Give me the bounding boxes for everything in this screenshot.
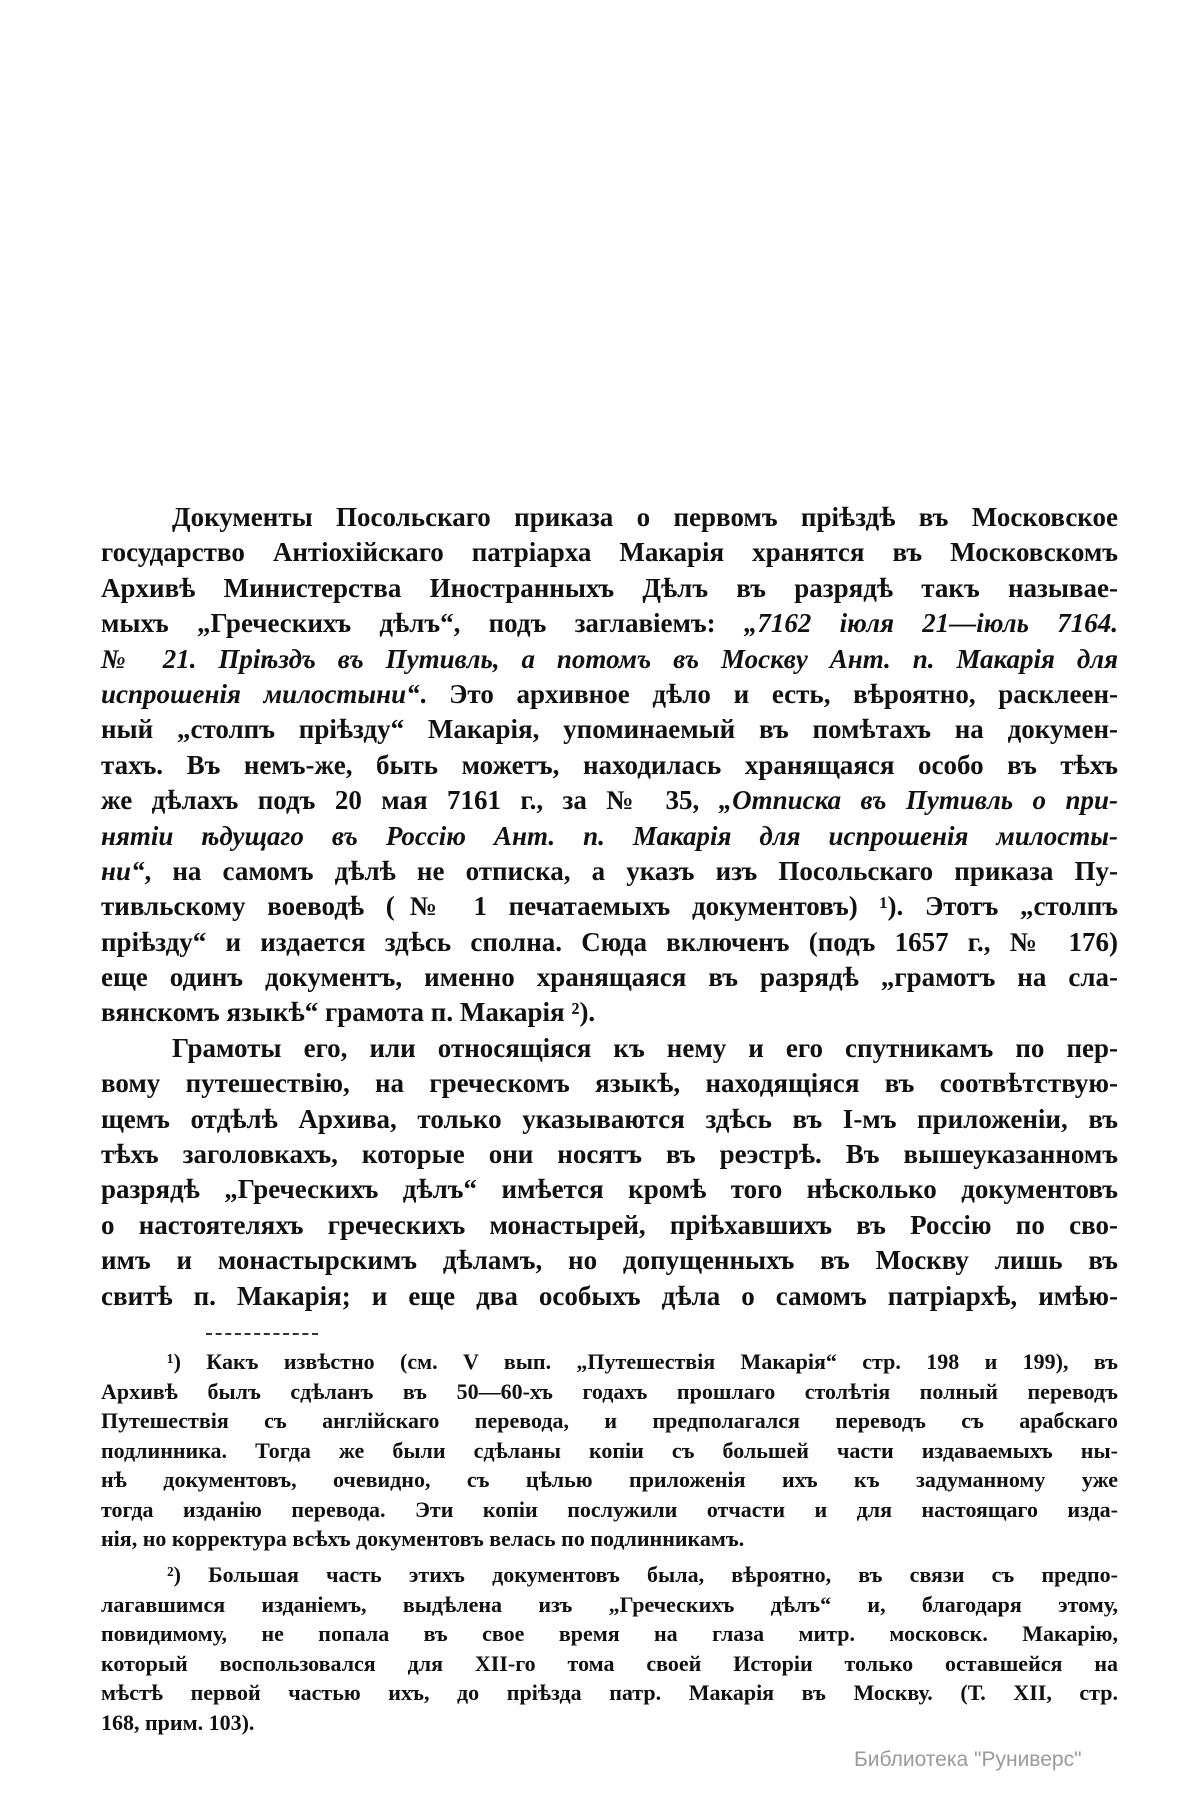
- text-line: [101, 1243, 1118, 1278]
- italic-citation: „7162 iюля 21—iюль 7164.: [743, 608, 1118, 639]
- text-line: [101, 571, 1118, 606]
- italic-citation: ни“: [101, 855, 145, 886]
- text-line: [101, 960, 1118, 995]
- text-segment: ¹) Какъ извѣстно (см. V вып. „Путешествiя Макарiя“ стр. 198 и 199), въ: [167, 1349, 1118, 1374]
- text-line: [101, 535, 1118, 570]
- text-segment: , на самомъ дѣлѣ не отписка, а указъ изъ Посольскаго приказа Пу-: [144, 855, 1118, 886]
- main-text: [101, 500, 1118, 1314]
- text-segment: Архивѣ былъ сдѣланъ въ 50—60-хъ годахъ прошлаго столѣтiя полный переводъ: [101, 1378, 1118, 1404]
- text-line: [101, 1208, 1118, 1243]
- text-segment: ный „столпъ прiѣзду“ Макарiя, упоминаемый въ помѣтахъ на докумен-: [101, 714, 1118, 745]
- text-segment: Грамоты его, или относящiяся къ нему и его спутникамъ по пер-: [172, 1032, 1118, 1063]
- footnote: [101, 1560, 1118, 1737]
- text-segment: лагавшимся изданiемъ, выдѣлена изъ „Греческихъ дѣлъ“ и, благодаря этому,: [101, 1591, 1118, 1617]
- text-segment: мыхъ „Греческихъ дѣлъ“, подъ заглавiемъ:: [101, 608, 744, 639]
- text-line: [101, 1406, 1118, 1436]
- footnotes: [101, 1347, 1118, 1737]
- text-line: [101, 606, 1118, 641]
- text-line: [101, 1619, 1118, 1649]
- text-segment: нiя, но корректура всѣхъ документовъ велась по подлинникамъ.: [101, 1526, 745, 1551]
- text-segment: нѣ документовъ, очевидно, съ цѣлью приложенiя ихъ къ задуманному уже: [101, 1467, 1118, 1492]
- text-segment: прiѣзду“ и издается здѣсь сполна. Сюда включенъ (подъ 1657 г., № 176): [101, 926, 1118, 957]
- library-watermark: Библиотека "Руниверс": [854, 1748, 1082, 1771]
- italic-citation: № 21. Прiѣздъ въ Путивль, а потомъ въ Москву Ант. п. Макарiя для: [101, 643, 1118, 674]
- text-segment: Архивѣ Министерства Иностранныхъ Дѣлъ въ разрядѣ такъ называе-: [101, 572, 1118, 603]
- text-segment: тивльскому воеводѣ (№ 1 печатаемыхъ документовъ) ¹). Этотъ „столпъ: [101, 891, 1118, 922]
- italic-citation: „Отписка въ Путивль о при-: [718, 785, 1118, 816]
- text-line: [101, 1279, 1118, 1314]
- text-segment: свитѣ п. Макарiя; и еще два особыхъ дѣла о самомъ патрiархѣ, имѣю-: [101, 1280, 1118, 1311]
- text-segment: тахъ. Въ немъ-же, быть можетъ, находилась хранящаяся особо въ тѣхъ: [101, 749, 1118, 780]
- text-segment: тогда изданiю перевода. Эти копiи послужили отчасти и для настоящаго изда-: [101, 1496, 1118, 1522]
- text-line: [101, 677, 1118, 712]
- text-segment: Путешествiя съ англiйскаго перевода, и предполагался переводъ съ арабскаго: [101, 1408, 1118, 1433]
- text-segment: вянскомъ языкѣ“ грамота п. Макарiя ²).: [101, 997, 596, 1028]
- footnote-divider: [206, 1333, 318, 1335]
- paragraph: [101, 1031, 1118, 1314]
- text-line: [101, 1524, 1118, 1554]
- text-line: [101, 1436, 1118, 1466]
- text-segment: повидимому, не попала въ свое время на глаза митр. московск. Макарiю,: [101, 1621, 1118, 1646]
- text-segment: щемъ отдѣлѣ Архива, только указываются здѣсь въ I-мъ приложенiи, въ: [101, 1103, 1118, 1134]
- text-segment: же дѣлахъ подъ 20 мая 7161 г., за № 35,: [101, 785, 719, 816]
- text-segment: мѣстѣ первой частью ихъ, до прiѣзда патр. Макарiя въ Москву. (Т. XII, стр.: [101, 1680, 1118, 1705]
- footnote: [101, 1347, 1118, 1554]
- text-segment: который воспользовался для XII-го тома своей Исторiи только оставшейся на: [101, 1650, 1118, 1676]
- text-line: [101, 783, 1118, 818]
- text-line: [101, 1347, 1118, 1377]
- text-line: [101, 1560, 1118, 1590]
- text-segment: имъ и монастырскимъ дѣламъ, но допущенныхъ въ Москву лишь въ: [101, 1245, 1118, 1276]
- text-segment: еще одинъ документъ, именно хранящаяся въ разрядѣ „грамотъ на сла-: [101, 962, 1118, 993]
- text-line: [101, 1465, 1118, 1495]
- italic-citation: испрошенiя милостыни“: [101, 678, 420, 709]
- text-line: [101, 995, 1118, 1030]
- text-line: [101, 854, 1118, 889]
- text-segment: подлинника. Тогда же были сдѣланы копiи съ большей части издаваемыхъ ны-: [101, 1437, 1118, 1463]
- text-line: [101, 1377, 1118, 1407]
- text-line: [101, 1649, 1118, 1679]
- text-line: [101, 1590, 1118, 1620]
- text-segment: тѣхъ заголовкахъ, которые они носятъ въ реэстрѣ. Въ вышеуказанномъ: [101, 1139, 1118, 1170]
- text-line: [101, 1137, 1118, 1172]
- text-segment: Документы Посольскаго приказа о первомъ прiѣздѣ въ Московское: [172, 502, 1118, 532]
- text-line: [101, 1172, 1118, 1207]
- text-line: [101, 1495, 1118, 1525]
- text-line: [101, 500, 1118, 535]
- text-segment: разрядѣ „Греческихъ дѣлъ“ имѣется кромѣ того нѣсколько документовъ: [101, 1174, 1118, 1205]
- text-segment: . Это архивное дѣло и есть, вѣроятно, расклеен-: [419, 678, 1118, 709]
- text-line: [101, 748, 1118, 783]
- text-line: [101, 712, 1118, 747]
- text-segment: 168, прим. 103).: [101, 1709, 255, 1735]
- text-segment: вому путешествiю, на греческомъ языкѣ, находящiяся въ соотвѣтствую-: [101, 1068, 1118, 1099]
- text-line: [101, 1066, 1118, 1101]
- paragraph: [101, 500, 1118, 1031]
- text-line: [101, 1031, 1118, 1066]
- text-line: [101, 925, 1118, 960]
- italic-citation: нятiи ѣдущаго въ Россiю Ант. п. Макарiя для испрошенiя милосты-: [101, 820, 1118, 851]
- text-line: [101, 1102, 1118, 1137]
- text-line: [101, 1708, 1118, 1738]
- text-line: [101, 1678, 1118, 1708]
- text-line: [101, 819, 1118, 854]
- text-line: [101, 889, 1118, 924]
- text-line: [101, 642, 1118, 677]
- text-segment: ²) Большая часть этихъ документовъ была, вѣроятно, въ связи съ предпо-: [167, 1562, 1118, 1587]
- text-segment: о настоятеляхъ греческихъ монастырей, прiѣхавшихъ въ Россiю по сво-: [101, 1209, 1118, 1240]
- text-segment: государство Антiохiйскаго патрiарха Макарiя хранятся въ Московскомъ: [101, 537, 1118, 568]
